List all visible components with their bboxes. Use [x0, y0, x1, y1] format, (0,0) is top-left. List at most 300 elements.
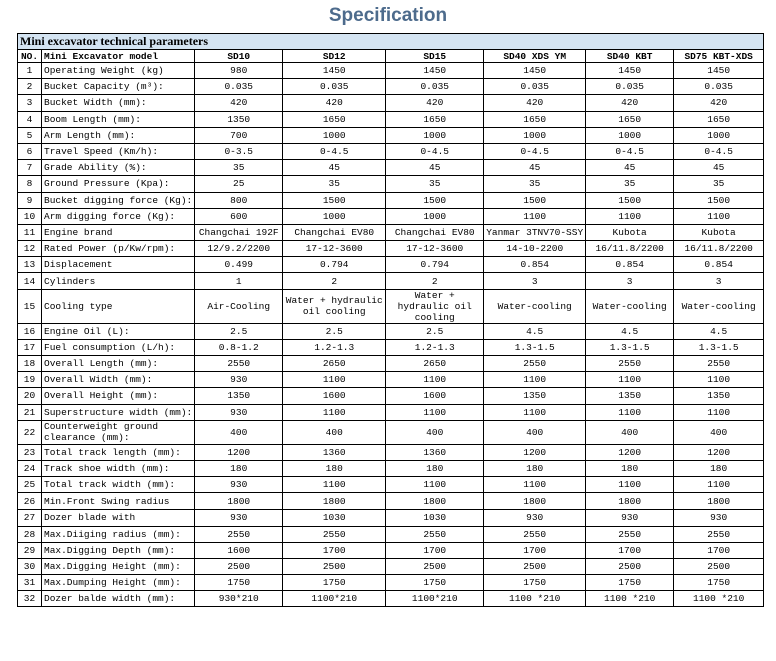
row-value: 2650 [386, 356, 484, 372]
row-value: 1700 [386, 542, 484, 558]
row-value: 180 [484, 460, 586, 476]
row-parameter: Engine brand [42, 224, 195, 240]
row-value: 2 [386, 273, 484, 289]
table-row [18, 356, 764, 372]
row-value: 3 [484, 273, 586, 289]
row-parameter: Displacement [42, 257, 195, 273]
row-value: 1100 [586, 208, 674, 224]
row-value: 980 [195, 63, 283, 79]
row-value: 1030 [283, 510, 386, 526]
row-number: 26 [18, 493, 42, 510]
row-parameter: Boom Length (mm): [42, 111, 195, 127]
row-value: 1100 [586, 404, 674, 420]
row-parameter: Overall Height (mm): [42, 388, 195, 404]
table-header-row [18, 50, 764, 63]
row-value: 45 [674, 160, 764, 176]
row-value: 1.3-1.5 [484, 339, 586, 355]
table-row [18, 111, 764, 127]
row-value: 1100 [484, 208, 586, 224]
row-value: Kubota [586, 224, 674, 240]
row-value: 0.794 [283, 257, 386, 273]
row-value: 0.035 [283, 79, 386, 95]
header-sd40-kbt: SD40 KBT [586, 50, 674, 63]
page-title: Specification [328, 5, 448, 26]
row-value: 1350 [484, 388, 586, 404]
row-parameter: Engine Oil (L): [42, 323, 195, 339]
row-value: 2550 [586, 526, 674, 542]
row-value: 1000 [586, 127, 674, 143]
row-value: 1450 [484, 63, 586, 79]
row-value: 35 [283, 176, 386, 192]
row-value: Changchai 192F [195, 224, 283, 240]
row-value: 400 [386, 420, 484, 444]
row-value: 45 [484, 160, 586, 176]
row-value: 1000 [386, 208, 484, 224]
row-value: Water-cooling [484, 289, 586, 323]
header-model: Mini Excavator model [42, 50, 195, 63]
row-value: 800 [195, 192, 283, 208]
table-row [18, 323, 764, 339]
row-value: 35 [484, 176, 586, 192]
row-value: Yanmar 3TNV70-SSY [484, 224, 586, 240]
table-row [18, 404, 764, 420]
row-number: 32 [18, 591, 42, 607]
spec-table [17, 33, 764, 607]
row-value: 1000 [484, 127, 586, 143]
row-value: 1100 [484, 372, 586, 388]
table-caption: Mini excavator technical parameters [18, 34, 764, 50]
row-value: 1350 [195, 111, 283, 127]
row-number: 29 [18, 542, 42, 558]
row-value: 2.5 [283, 323, 386, 339]
header-sd12: SD12 [283, 50, 386, 63]
row-value: 1100 [586, 372, 674, 388]
table-row [18, 510, 764, 526]
row-value: 2500 [195, 558, 283, 574]
row-value: 1100 [484, 477, 586, 493]
row-value: 2550 [283, 526, 386, 542]
row-parameter: Arm digging force (Kg): [42, 208, 195, 224]
row-parameter: Arm Length (mm): [42, 127, 195, 143]
row-value: 3 [586, 273, 674, 289]
row-value: 1.3-1.5 [586, 339, 674, 355]
row-number: 9 [18, 192, 42, 208]
row-value: 17-12-3600 [283, 241, 386, 257]
row-value: 1200 [586, 444, 674, 460]
row-value: 1750 [283, 575, 386, 591]
row-value: 420 [484, 95, 586, 111]
row-value: 180 [386, 460, 484, 476]
row-value: 1.2-1.3 [386, 339, 484, 355]
row-parameter: Superstructure width (mm): [42, 404, 195, 420]
row-value: 2500 [586, 558, 674, 574]
row-value: 1100 [386, 404, 484, 420]
row-number: 24 [18, 460, 42, 476]
row-value: 2.5 [386, 323, 484, 339]
row-parameter: Total track width (mm): [42, 477, 195, 493]
row-value: 1450 [283, 63, 386, 79]
row-value: 0.854 [586, 257, 674, 273]
row-number: 27 [18, 510, 42, 526]
row-value: 0-4.5 [283, 143, 386, 159]
row-value: 1000 [283, 208, 386, 224]
row-parameter: Counterweight ground clearance (mm): [42, 420, 195, 444]
row-value: 1350 [586, 388, 674, 404]
row-value: 1700 [674, 542, 764, 558]
row-value: 0.854 [674, 257, 764, 273]
row-value: 1650 [674, 111, 764, 127]
row-value: 1800 [283, 493, 386, 510]
table-row [18, 143, 764, 159]
row-number: 23 [18, 444, 42, 460]
row-value: 1800 [674, 493, 764, 510]
row-value: 0.499 [195, 257, 283, 273]
row-value: 1200 [195, 444, 283, 460]
row-value: 45 [283, 160, 386, 176]
row-value: 1.2-1.3 [283, 339, 386, 355]
row-parameter: Fuel consumption (L/h): [42, 339, 195, 355]
row-parameter: Operating Weight (kg) [42, 63, 195, 79]
row-value: 1000 [386, 127, 484, 143]
row-value: 1100 [283, 404, 386, 420]
row-value: 1800 [386, 493, 484, 510]
row-value: 0-4.5 [386, 143, 484, 159]
table-row [18, 79, 764, 95]
row-value: 1800 [484, 493, 586, 510]
row-number: 5 [18, 127, 42, 143]
row-value: 1200 [674, 444, 764, 460]
row-value: 1650 [283, 111, 386, 127]
table-row [18, 526, 764, 542]
row-value: 2500 [283, 558, 386, 574]
row-parameter: Bucket Capacity (m³): [42, 79, 195, 95]
row-number: 12 [18, 241, 42, 257]
row-value: 930 [195, 372, 283, 388]
row-value: 1750 [484, 575, 586, 591]
table-row [18, 127, 764, 143]
row-value: 700 [195, 127, 283, 143]
table-row [18, 460, 764, 476]
row-value: 930 [586, 510, 674, 526]
row-value: 3 [674, 273, 764, 289]
row-parameter: Max.Digging Depth (mm): [42, 542, 195, 558]
row-value: 1 [195, 273, 283, 289]
row-parameter: Max.Dumping Height (mm): [42, 575, 195, 591]
row-value: 600 [195, 208, 283, 224]
row-value: 0.854 [484, 257, 586, 273]
row-value: 1100 [386, 477, 484, 493]
row-value: 1800 [195, 493, 283, 510]
row-value: 1500 [386, 192, 484, 208]
row-value: 930 [195, 510, 283, 526]
row-number: 17 [18, 339, 42, 355]
row-value: 180 [283, 460, 386, 476]
row-value: 35 [195, 160, 283, 176]
table-row [18, 208, 764, 224]
row-value: 16/11.8/2200 [586, 241, 674, 257]
row-value: 1800 [586, 493, 674, 510]
table-row [18, 176, 764, 192]
row-number: 8 [18, 176, 42, 192]
row-number: 14 [18, 273, 42, 289]
row-value: 0.8-1.2 [195, 339, 283, 355]
row-parameter: Bucket digging force (Kg): [42, 192, 195, 208]
row-value: 17-12-3600 [386, 241, 484, 257]
row-value: 4.5 [586, 323, 674, 339]
row-value: 1100*210 [386, 591, 484, 607]
row-value: 2550 [586, 356, 674, 372]
table-row [18, 257, 764, 273]
row-value: 1450 [586, 63, 674, 79]
row-value: 1650 [586, 111, 674, 127]
table-row [18, 575, 764, 591]
row-number: 31 [18, 575, 42, 591]
row-value: 45 [386, 160, 484, 176]
row-parameter: Overall Width (mm): [42, 372, 195, 388]
row-value: 420 [586, 95, 674, 111]
row-value: 1750 [386, 575, 484, 591]
row-value: 400 [484, 420, 586, 444]
row-parameter: Max.Diiging radius (mm): [42, 526, 195, 542]
row-value: 930 [195, 477, 283, 493]
row-number: 13 [18, 257, 42, 273]
row-number: 20 [18, 388, 42, 404]
row-value: 420 [283, 95, 386, 111]
row-value: 180 [586, 460, 674, 476]
row-number: 2 [18, 79, 42, 95]
row-value: 1750 [195, 575, 283, 591]
table-row [18, 591, 764, 607]
row-value: 1100 [674, 372, 764, 388]
table-caption-row [18, 34, 764, 50]
row-value: 180 [195, 460, 283, 476]
table-row [18, 95, 764, 111]
row-number: 19 [18, 372, 42, 388]
row-parameter: Dozer balde width (mm): [42, 591, 195, 607]
table-row [18, 372, 764, 388]
row-value: 1100 *210 [586, 591, 674, 607]
row-value: 16/11.8/2200 [674, 241, 764, 257]
table-row [18, 289, 764, 323]
row-number: 10 [18, 208, 42, 224]
row-value: 1750 [586, 575, 674, 591]
row-value: 1100 [674, 404, 764, 420]
table-row [18, 388, 764, 404]
row-value: 930 [484, 510, 586, 526]
row-value: 1100*210 [283, 591, 386, 607]
row-value: 1450 [386, 63, 484, 79]
row-value: Water + hydraulic oil cooling [386, 289, 484, 323]
row-parameter: Cylinders [42, 273, 195, 289]
row-value: 1100 [484, 404, 586, 420]
header-sd75-kbt-xds: SD75 KBT-XDS [674, 50, 764, 63]
row-value: 1360 [386, 444, 484, 460]
table-row [18, 273, 764, 289]
row-value: 400 [586, 420, 674, 444]
row-value: 2650 [283, 356, 386, 372]
row-value: 2.5 [195, 323, 283, 339]
row-value: Changchai EV80 [283, 224, 386, 240]
row-value: 1600 [386, 388, 484, 404]
row-value: 930 [195, 404, 283, 420]
row-value: 35 [386, 176, 484, 192]
row-number: 3 [18, 95, 42, 111]
row-parameter: Total track length (mm): [42, 444, 195, 460]
row-value: 1100 [283, 372, 386, 388]
table-row [18, 493, 764, 510]
row-number: 6 [18, 143, 42, 159]
row-value: Water + hydraulic oil cooling [283, 289, 386, 323]
row-value: 2550 [674, 526, 764, 542]
row-value: 2550 [195, 356, 283, 372]
row-value: 0-4.5 [586, 143, 674, 159]
row-value: 180 [674, 460, 764, 476]
row-value: 1450 [674, 63, 764, 79]
row-value: 35 [586, 176, 674, 192]
table-row [18, 477, 764, 493]
row-value: 1100 [586, 477, 674, 493]
row-number: 11 [18, 224, 42, 240]
row-value: 0.794 [386, 257, 484, 273]
row-number: 4 [18, 111, 42, 127]
row-number: 25 [18, 477, 42, 493]
row-value: 400 [195, 420, 283, 444]
row-value: 12/9.2/2200 [195, 241, 283, 257]
row-value: 0.035 [386, 79, 484, 95]
table-row [18, 558, 764, 574]
row-value: 1000 [674, 127, 764, 143]
row-number: 16 [18, 323, 42, 339]
row-number: 21 [18, 404, 42, 420]
row-value: 1030 [386, 510, 484, 526]
row-value: 1360 [283, 444, 386, 460]
row-value: 1700 [283, 542, 386, 558]
row-parameter: Cooling type [42, 289, 195, 323]
header-sd40-xds-ym: SD40 XDS YM [484, 50, 586, 63]
row-value: Water-cooling [586, 289, 674, 323]
row-value: 4.5 [674, 323, 764, 339]
row-value: 0.035 [674, 79, 764, 95]
row-value: 0.035 [484, 79, 586, 95]
row-parameter: Dozer blade with [42, 510, 195, 526]
row-parameter: Ground Pressure (Kpa): [42, 176, 195, 192]
row-value: 420 [674, 95, 764, 111]
row-value: 0-4.5 [674, 143, 764, 159]
row-value: 2500 [484, 558, 586, 574]
row-value: 1750 [674, 575, 764, 591]
row-value: 2550 [386, 526, 484, 542]
row-number: 30 [18, 558, 42, 574]
row-value: Air-Cooling [195, 289, 283, 323]
row-value: 14-10-2200 [484, 241, 586, 257]
row-parameter: Grade Ability (%): [42, 160, 195, 176]
row-value: 2500 [674, 558, 764, 574]
row-value: Changchai EV80 [386, 224, 484, 240]
table-row [18, 241, 764, 257]
row-value: 1600 [283, 388, 386, 404]
row-value: 25 [195, 176, 283, 192]
table-row [18, 542, 764, 558]
table-row [18, 444, 764, 460]
row-value: 2550 [484, 356, 586, 372]
row-value: 1350 [195, 388, 283, 404]
row-value: 1700 [484, 542, 586, 558]
row-number: 7 [18, 160, 42, 176]
row-number: 28 [18, 526, 42, 542]
row-value: 2550 [195, 526, 283, 542]
row-value: 930*210 [195, 591, 283, 607]
row-value: 1700 [586, 542, 674, 558]
row-parameter: Max.Digging Height (mm): [42, 558, 195, 574]
row-value: 2500 [386, 558, 484, 574]
row-value: 0-3.5 [195, 143, 283, 159]
row-parameter: Bucket Width (mm): [42, 95, 195, 111]
row-value: Water-cooling [674, 289, 764, 323]
row-value: 1000 [283, 127, 386, 143]
header-sd10: SD10 [195, 50, 283, 63]
row-value: 420 [195, 95, 283, 111]
row-value: 1500 [484, 192, 586, 208]
row-value: Kubota [674, 224, 764, 240]
row-value: 2 [283, 273, 386, 289]
row-number: 15 [18, 289, 42, 323]
row-value: 35 [674, 176, 764, 192]
row-value: 2550 [484, 526, 586, 542]
row-value: 400 [674, 420, 764, 444]
row-value: 1.3-1.5 [674, 339, 764, 355]
row-value: 0.035 [586, 79, 674, 95]
row-value: 1100 [674, 208, 764, 224]
row-value: 1100 [386, 372, 484, 388]
row-parameter: Overall Length (mm): [42, 356, 195, 372]
table-row [18, 160, 764, 176]
row-value: 420 [386, 95, 484, 111]
row-value: 0.035 [195, 79, 283, 95]
table-row [18, 420, 764, 444]
table-row [18, 339, 764, 355]
header-sd15: SD15 [386, 50, 484, 63]
row-value: 4.5 [484, 323, 586, 339]
row-value: 0-4.5 [484, 143, 586, 159]
row-value: 1350 [674, 388, 764, 404]
table-row [18, 63, 764, 79]
row-number: 18 [18, 356, 42, 372]
row-value: 1600 [195, 542, 283, 558]
row-parameter: Min.Front Swing radius [42, 493, 195, 510]
row-parameter: Rated Power (p/Kw/rpm): [42, 241, 195, 257]
table-row [18, 224, 764, 240]
row-parameter: Track shoe width (mm): [42, 460, 195, 476]
row-value: 1100 [674, 477, 764, 493]
row-number: 1 [18, 63, 42, 79]
row-value: 45 [586, 160, 674, 176]
table-row [18, 192, 764, 208]
row-value: 1100 *210 [674, 591, 764, 607]
row-value: 1100 *210 [484, 591, 586, 607]
header-no: NO. [18, 50, 42, 63]
row-value: 930 [674, 510, 764, 526]
row-number: 22 [18, 420, 42, 444]
row-value: 1650 [386, 111, 484, 127]
row-value: 1500 [586, 192, 674, 208]
row-parameter: Travel Speed (Km/h): [42, 143, 195, 159]
row-value: 1500 [674, 192, 764, 208]
row-value: 1100 [283, 477, 386, 493]
row-value: 1650 [484, 111, 586, 127]
row-value: 1500 [283, 192, 386, 208]
row-value: 400 [283, 420, 386, 444]
row-value: 1200 [484, 444, 586, 460]
